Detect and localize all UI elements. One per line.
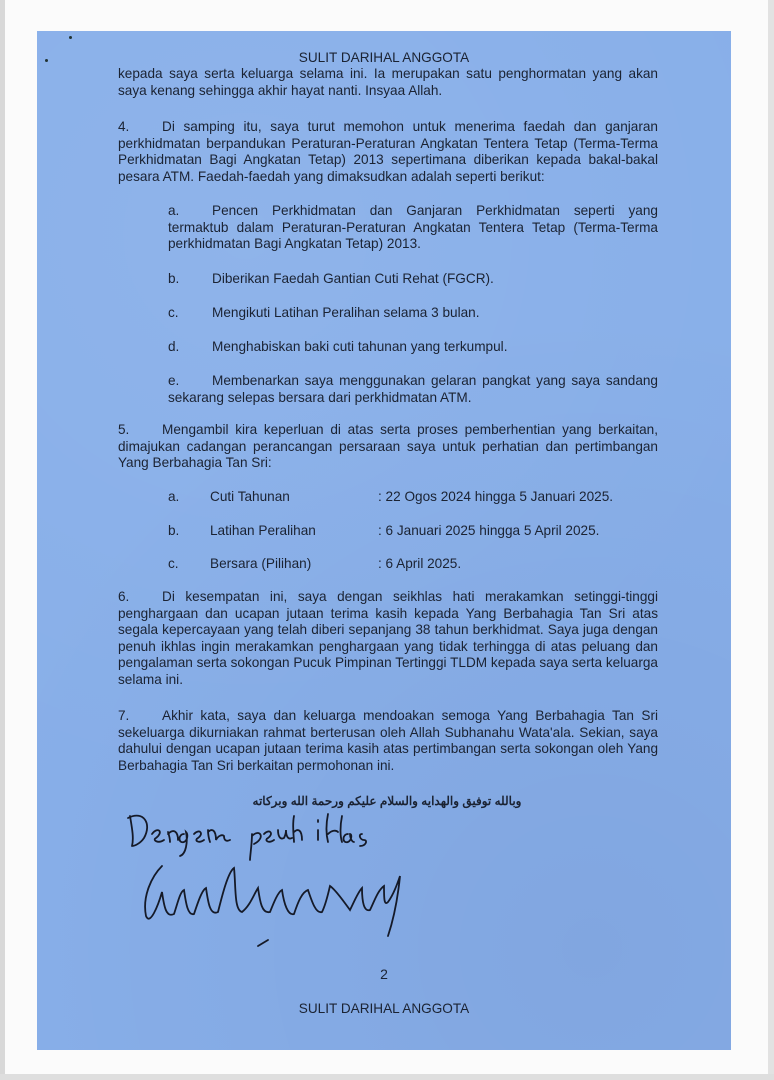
schedule-row bbox=[168, 523, 668, 540]
schedule-value: : 6 Januari 2025 hingga 5 April 2025. bbox=[378, 523, 600, 538]
paragraph-5 bbox=[118, 422, 658, 472]
paragraph-6 bbox=[118, 589, 658, 689]
scan-edge-right bbox=[768, 0, 774, 1080]
list-label: d. bbox=[168, 339, 180, 354]
schedule-label: c. bbox=[168, 556, 179, 571]
paragraph-number: 7. bbox=[118, 708, 130, 723]
scan-edge-bottom bbox=[0, 1074, 774, 1080]
document-page bbox=[37, 31, 731, 1050]
schedule-value: : 6 April 2025. bbox=[378, 556, 462, 571]
footer-classification: SULIT DARIHAL ANGGOTA bbox=[298, 1001, 470, 1016]
paragraph-text: Di samping itu, saya turut memohon untuk menerima faedah dan ganjaran perkhidmatan berpandukan Peraturan-Peraturan Angkatan Tentera Tetap (Terma-Terma Perkhidmatan Bagi Angkatan Tetap) 2013 sepertimana diberikan kepada bakal-bakal pesara ATM. Faedah-faedah yang dimaksudkan adalah seperti berikut: bbox=[118, 119, 658, 184]
list-label: b. bbox=[168, 271, 180, 286]
list-item bbox=[168, 271, 658, 288]
page-number: 2 bbox=[380, 966, 388, 982]
paragraph-text: Mengambil kira keperluan di atas serta proses pemberhentian yang berkaitan, dimajukan cadangan perancangan persaraan saya untuk perhatian dan pertimbangan Yang Berbahagia Tan Sri: bbox=[118, 422, 658, 471]
scan-edge-left bbox=[0, 0, 5, 1080]
paragraph-number: 4. bbox=[118, 119, 130, 134]
paragraph-number: 5. bbox=[118, 422, 130, 437]
schedule-row bbox=[168, 556, 668, 573]
paragraph-number: 6. bbox=[118, 589, 130, 604]
list-text: Membenarkan saya menggunakan gelaran pangkat yang saya sandang sekarang selepas bersara dari perkhidmatan ATM. bbox=[168, 373, 658, 405]
schedule-name: Bersara (Pilihan) bbox=[210, 556, 312, 571]
schedule-label: a. bbox=[168, 489, 180, 504]
paragraph-text: Di kesempatan ini, saya dengan seikhlas hati merakamkan setinggi-tinggi penghargaan dan ucapan jutaan terima kasih kepada Yang Berbahagia Tan Sri atas segala kepercayaan yang telah diberi sepanjang 38 tahun berkhidmat. Saya juga dengan penuh ikhlas ingin merakamkan penghargaan yang tidak terhingga di atas peluang dan pengalaman serta sokongan Pucuk Pimpinan Tertinggi TLDM kepada saya serta keluarga selama ini. bbox=[118, 589, 658, 687]
list-item bbox=[168, 373, 658, 406]
list-text: Diberikan Faedah Gantian Cuti Rehat (FGCR). bbox=[212, 271, 494, 286]
schedule-name: Latihan Peralihan bbox=[210, 523, 316, 538]
paragraph-7 bbox=[118, 708, 658, 774]
list-label: a. bbox=[168, 203, 180, 218]
paragraph-text: Akhir kata, saya dan keluarga mendoakan semoga Yang Berbahagia Tan Sri sekeluarga dikurniakan rahmat berterusan oleh Allah Subhanahu Wata'ala. Sekian, saya dahului dengan ucapan jutaan terima kasih atas pertimbangan serta sokongan oleh Yang Berbahagia Tan Sri berkaitan permohonan ini. bbox=[118, 708, 658, 773]
list-label: e. bbox=[168, 373, 180, 388]
paragraph-continuation: kepada saya serta keluarga selama ini. Ia merupakan satu penghormatan yang akan saya kenang sehingga akhir hayat nanti. Insyaa Allah. bbox=[118, 66, 658, 98]
list-text: Menghabiskan baki cuti tahunan yang terkumpul. bbox=[212, 339, 508, 354]
paragraph-4 bbox=[118, 119, 658, 185]
list-item bbox=[168, 203, 658, 253]
schedule-name: Cuti Tahunan bbox=[210, 489, 290, 504]
handwritten-closing-text bbox=[128, 816, 147, 846]
schedule-value: : 22 Ogos 2024 hingga 5 Januari 2025. bbox=[378, 489, 614, 504]
list-label: c. bbox=[168, 305, 179, 320]
arabic-closing: وبالله توفيق والهدايه والسلام عليكم ورحمة الله وبركاته bbox=[252, 794, 522, 808]
list-item bbox=[168, 339, 658, 356]
list-text: Mengikuti Latihan Peralihan selama 3 bulan. bbox=[212, 305, 480, 320]
schedule-row bbox=[168, 489, 668, 506]
schedule-label: b. bbox=[168, 523, 180, 538]
list-text: Pencen Perkhidmatan dan Ganjaran Perkhidmatan seperti yang termaktub dalam Peraturan-Peraturan Angkatan Tentera Tetap (Terma-Terma perkhidmatan Bagi Angkatan Tetap) 2013. bbox=[168, 203, 658, 252]
handwritten-signature bbox=[122, 806, 482, 956]
header-classification: SULIT DARIHAL ANGGOTA bbox=[298, 50, 470, 65]
list-item bbox=[168, 305, 658, 322]
